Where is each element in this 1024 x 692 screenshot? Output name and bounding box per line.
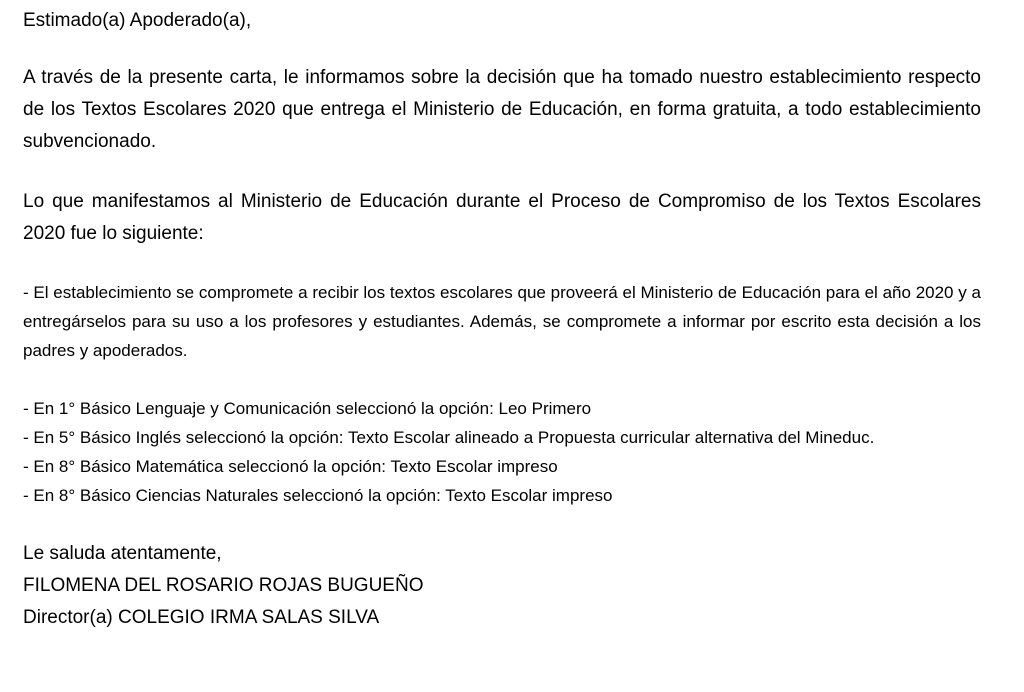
commitment-paragraph: - El establecimiento se compromete a recibir los textos escolares que proveerá el Ministerio de Educación para el año 2020 y a entregárselos para su uso a los profesores y estudiantes. Además, se compromete a informar por escrito esta decisión a los padres y apoderados. — [23, 283, 981, 360]
selection-item: - En 1° Básico Lenguaje y Comunicación seleccionó la opción: Leo Primero — [23, 399, 592, 418]
signatory-name: FILOMENA DEL ROSARIO ROJAS BUGUEÑO — [23, 575, 424, 596]
selection-list — [23, 394, 981, 510]
signatory-title: Director(a) COLEGIO IRMA SALAS SILVA — [23, 607, 380, 628]
letter-body — [23, 0, 981, 634]
greeting: Estimado(a) Apoderado(a), — [23, 10, 252, 31]
closing: Le saluda atentamente, — [23, 543, 222, 564]
compromise-paragraph: Lo que manifestamos al Ministerio de Educación durante el Proceso de Compromiso de los Textos Escolares 2020 fue lo siguiente: — [23, 191, 981, 244]
selection-item: - En 5° Básico Inglés seleccionó la opción: Texto Escolar alineado a Propuesta curricular alternativa del Mineduc. — [23, 428, 875, 447]
selection-item: - En 8° Básico Matemática seleccionó la opción: Texto Escolar impreso — [23, 457, 558, 476]
selection-item: - En 8° Básico Ciencias Naturales seleccionó la opción: Texto Escolar impreso — [23, 486, 613, 505]
intro-paragraph: A través de la presente carta, le informamos sobre la decisión que ha tomado nuestro establecimiento respecto de los Textos Escolares 2020 que entrega el Ministerio de Educación, en forma gratuita, a todo establecimiento subvencionado. — [23, 67, 981, 152]
signoff-block — [23, 538, 981, 634]
